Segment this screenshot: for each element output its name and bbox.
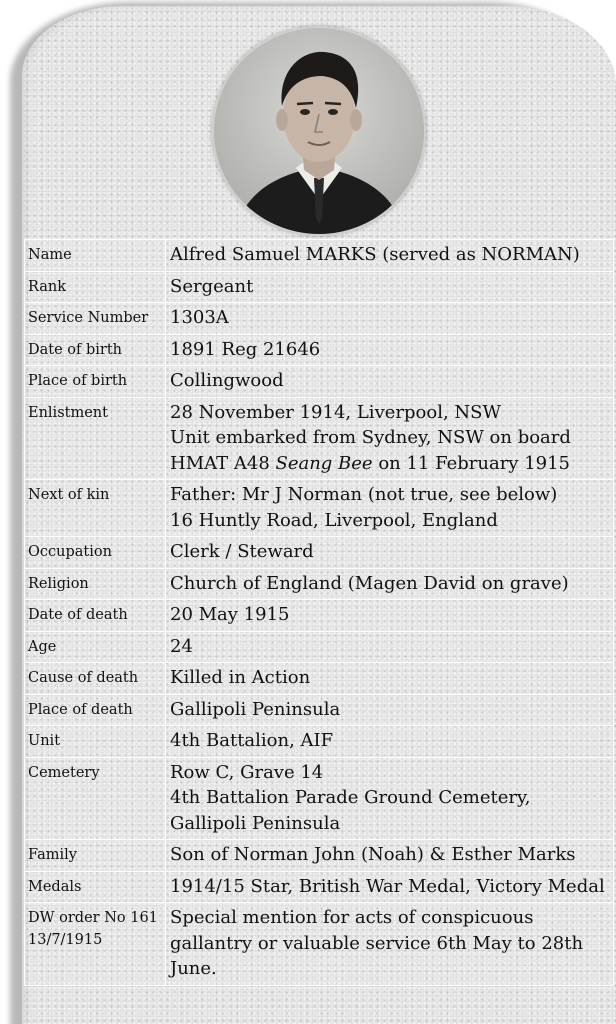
service-record-table	[24, 239, 614, 986]
row-label: Occupation	[25, 537, 166, 569]
row-service-number	[25, 303, 614, 335]
row-place-of-birth	[25, 366, 614, 398]
row-label: Rank	[25, 271, 166, 303]
row-occupation	[25, 537, 614, 569]
row-label: Enlistment	[25, 397, 166, 480]
row-dw-order	[25, 903, 614, 986]
row-value: Alfred Samuel MARKS (served as NORMAN)	[166, 240, 614, 272]
portrait-photo	[212, 26, 426, 236]
row-label: Cause of death	[25, 663, 166, 695]
row-value: Son of Norman John (Noah) & Esther Marks	[166, 840, 614, 872]
row-family	[25, 840, 614, 872]
row-date-of-birth	[25, 334, 614, 366]
row-value: Special mention for acts of conspicuous gallantry or valuable service 6th May to 28th June.	[166, 903, 614, 986]
row-label: Family	[25, 840, 166, 872]
row-name	[25, 240, 614, 272]
row-label: Unit	[25, 726, 166, 758]
row-unit	[25, 726, 614, 758]
row-label: Place of death	[25, 694, 166, 726]
row-label: Next of kin	[25, 480, 166, 537]
row-label: Date of birth	[25, 334, 166, 366]
row-next-of-kin	[25, 480, 614, 537]
row-value: Gallipoli Peninsula	[166, 694, 614, 726]
row-enlistment	[25, 397, 614, 480]
row-value: 1891 Reg 21646	[166, 334, 614, 366]
row-label: Name	[25, 240, 166, 272]
row-label: Religion	[25, 568, 166, 600]
row-value: 1914/15 Star, British War Medal, Victory Medal	[166, 871, 614, 903]
row-label: DW order No 161 13/7/1915	[25, 903, 166, 986]
row-label: Medals	[25, 871, 166, 903]
row-value: 28 November 1914, Liverpool, NSW Unit embarked from Sydney, NSW on board HMAT A48 Seang Bee on 11 February 1915	[166, 397, 614, 480]
row-value: Clerk / Steward	[166, 537, 614, 569]
row-medals	[25, 871, 614, 903]
row-value: Collingwood	[166, 366, 614, 398]
row-value: Sergeant	[166, 271, 614, 303]
row-value: Father: Mr J Norman (not true, see below) 16 Huntly Road, Liverpool, England	[166, 480, 614, 537]
row-religion	[25, 568, 614, 600]
row-value: 1303A	[166, 303, 614, 335]
row-cause-of-death	[25, 663, 614, 695]
row-age	[25, 631, 614, 663]
row-value: Row C, Grave 14 4th Battalion Parade Ground Cemetery, Gallipoli Peninsula	[166, 757, 614, 840]
row-label: Date of death	[25, 600, 166, 632]
ship-name: Seang Bee	[275, 452, 373, 474]
row-label: Place of birth	[25, 366, 166, 398]
row-cemetery	[25, 757, 614, 840]
row-value: Church of England (Magen David on grave)	[166, 568, 614, 600]
record-rows	[25, 240, 614, 986]
row-value: 4th Battalion, AIF	[166, 726, 614, 758]
row-value: Killed in Action	[166, 663, 614, 695]
row-label: Cemetery	[25, 757, 166, 840]
row-value: 24	[166, 631, 614, 663]
row-date-of-death	[25, 600, 614, 632]
row-label: Service Number	[25, 303, 166, 335]
row-value: 20 May 1915	[166, 600, 614, 632]
row-label: Age	[25, 631, 166, 663]
row-place-of-death	[25, 694, 614, 726]
row-rank	[25, 271, 614, 303]
